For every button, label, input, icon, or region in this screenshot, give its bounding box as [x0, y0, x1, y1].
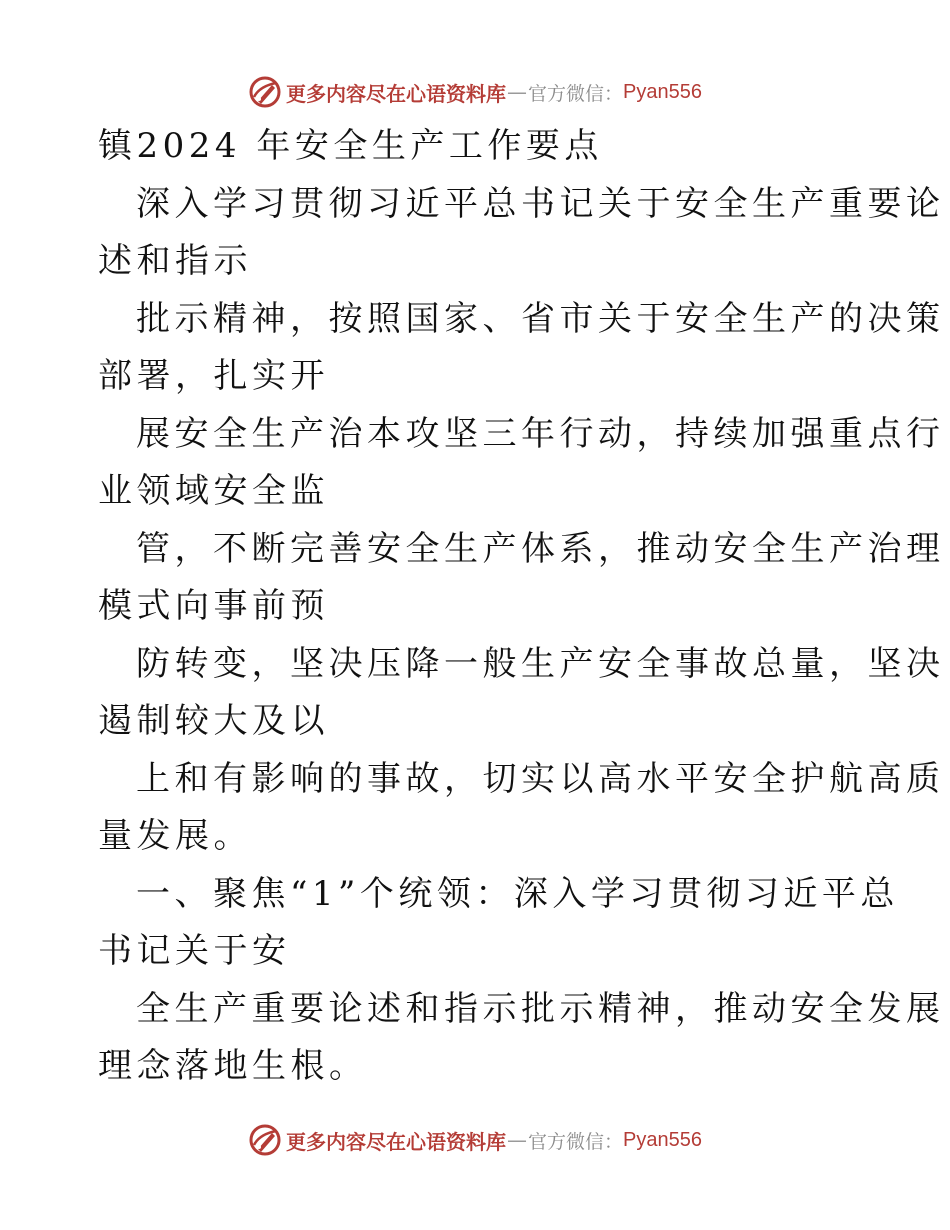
banner-official-label: 官方微信： — [528, 82, 624, 105]
banner-wechat-id: Pyan556 — [623, 1128, 702, 1151]
paragraph-line: 业领域安全监 — [98, 471, 329, 511]
document-title: 镇2024 年安全生产工作要点 — [98, 126, 603, 166]
pen-logo-icon — [248, 75, 282, 109]
document-body — [98, 118, 945, 1096]
paragraph-line: 量发展。 — [98, 816, 252, 856]
paragraph-line: 理念落地生根。 — [98, 1046, 368, 1086]
paragraph-line: 部署，扎实开 — [98, 356, 329, 396]
section-heading-line: 一、聚焦“1”个统领：深入学习贯彻习近平总 — [136, 873, 899, 914]
footer-watermark-banner — [0, 1120, 950, 1160]
paragraph-line: 深入学习贯彻习近平总书记关于安全生产重要论 — [136, 183, 945, 224]
paragraph-line: 展安全生产治本攻坚三年行动，持续加强重点行 — [136, 413, 945, 454]
paragraph-line: 管，不断完善安全生产体系，推动安全生产治理 — [136, 528, 945, 569]
paragraph-line: 全生产重要论述和指示批示精神，推动安全发展 — [136, 988, 945, 1029]
section-heading-line: 书记关于安 — [98, 931, 291, 971]
banner-dash: — — [507, 1128, 527, 1152]
paragraph-line: 上和有影响的事故，切实以高水平安全护航高质 — [136, 758, 945, 799]
paragraph-line: 述和指示 — [98, 241, 252, 281]
banner-wechat-id: Pyan556 — [623, 80, 702, 103]
paragraph-line: 模式向事前预 — [98, 586, 329, 626]
banner-dash: — — [507, 80, 527, 104]
banner-text: 更多内容尽在心语资料库 — [286, 1129, 506, 1154]
banner-official-label: 官方微信： — [528, 1130, 624, 1153]
paragraph-line: 防转变，坚决压降一般生产安全事故总量，坚决 — [136, 643, 945, 684]
pen-logo-icon — [248, 1123, 282, 1157]
header-watermark-banner — [0, 72, 950, 112]
banner-text: 更多内容尽在心语资料库 — [286, 81, 506, 106]
paragraph-line: 批示精神，按照国家、省市关于安全生产的决策 — [136, 298, 945, 339]
paragraph-line: 遏制较大及以 — [98, 701, 329, 741]
